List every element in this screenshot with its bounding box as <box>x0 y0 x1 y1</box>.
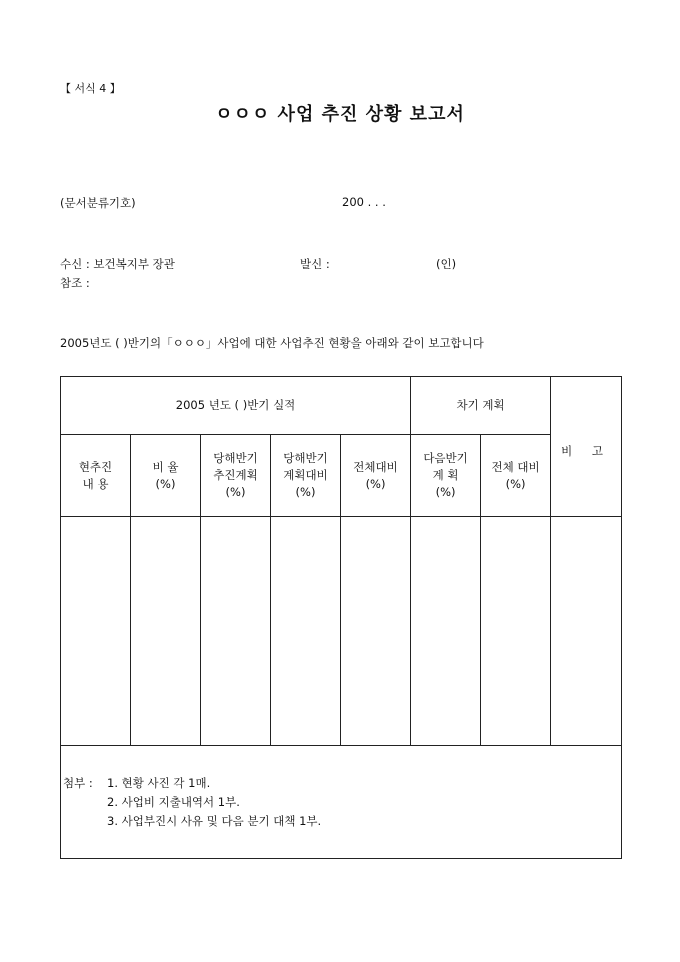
header-vs-total <box>341 435 411 517</box>
header-actual-group: 2005 년도 ( )반기 실적 <box>61 377 411 435</box>
attachment-line <box>63 774 621 793</box>
header-next-half-plan <box>411 435 481 517</box>
attachments-cell <box>61 745 622 858</box>
header-next-vs-total <box>481 435 551 517</box>
header-line: 당해반기 <box>213 451 258 466</box>
header-line: 전체대비 <box>353 459 398 474</box>
header-ratio <box>131 435 201 517</box>
table-row <box>61 517 622 745</box>
page-title: ㅇㅇㅇ 사업 추진 상황 보고서 <box>215 104 465 125</box>
header-line: 당해반기 <box>283 451 328 466</box>
intro-sentence: 2005년도 ( )반기의「ㅇㅇㅇ」사업에 대한 사업추진 현황을 아래와 같이 보고합니다 <box>60 336 484 350</box>
cell-current-content[interactable] <box>61 517 131 745</box>
cell-next-half-plan[interactable] <box>411 517 481 745</box>
recipient-line: 수신 : 보건복지부 장관 <box>60 257 175 271</box>
header-line: 다음반기 <box>423 451 468 466</box>
reference-line: 참조 : <box>60 276 90 290</box>
cell-half-vs-plan[interactable] <box>271 517 341 745</box>
header-line: 계획대비 <box>283 468 328 483</box>
cell-next-vs-total[interactable] <box>481 517 551 745</box>
attachment-item: 1. 현황 사진 각 1매. <box>107 775 211 790</box>
attachment-item: 3. 사업부진시 사유 및 다음 분기 대책 1부. <box>107 813 322 828</box>
header-current-content <box>61 435 131 517</box>
attachment-item: 2. 사업비 지출내역서 1부. <box>107 794 240 809</box>
header-line: 내 용 <box>82 476 109 491</box>
header-line: 비 율 <box>152 459 179 474</box>
cell-ratio[interactable] <box>131 517 201 745</box>
header-line: (%) <box>295 485 316 500</box>
attachments-label: 첨부 : <box>63 775 93 790</box>
header-line: 계 획 <box>432 468 459 483</box>
header-line: 추진계획 <box>213 468 258 483</box>
seal-mark: (인) <box>436 257 457 271</box>
sender-line: 발신 : <box>300 257 330 271</box>
cell-half-plan[interactable] <box>201 517 271 745</box>
report-table <box>60 376 622 859</box>
document-class-label: (문서분류기호) <box>60 196 136 210</box>
cell-vs-total[interactable] <box>341 517 411 745</box>
header-line: 현추진 <box>78 459 113 474</box>
header-line: (%) <box>505 476 526 491</box>
header-line: (%) <box>365 476 386 491</box>
header-line: 전체 대비 <box>491 459 540 474</box>
attachment-line <box>63 793 621 812</box>
header-line: (%) <box>435 485 456 500</box>
date-field: 200 . . . <box>342 195 386 209</box>
cell-remarks[interactable] <box>551 517 622 745</box>
header-half-plan <box>201 435 271 517</box>
attachment-line <box>63 812 621 831</box>
header-remarks: 비 고 <box>551 377 622 517</box>
header-next-plan-group: 차기 계획 <box>411 377 551 435</box>
header-line: (%) <box>155 476 176 491</box>
header-half-vs-plan <box>271 435 341 517</box>
header-line: (%) <box>225 485 246 500</box>
form-number: 【 서식 4 】 <box>60 82 121 95</box>
